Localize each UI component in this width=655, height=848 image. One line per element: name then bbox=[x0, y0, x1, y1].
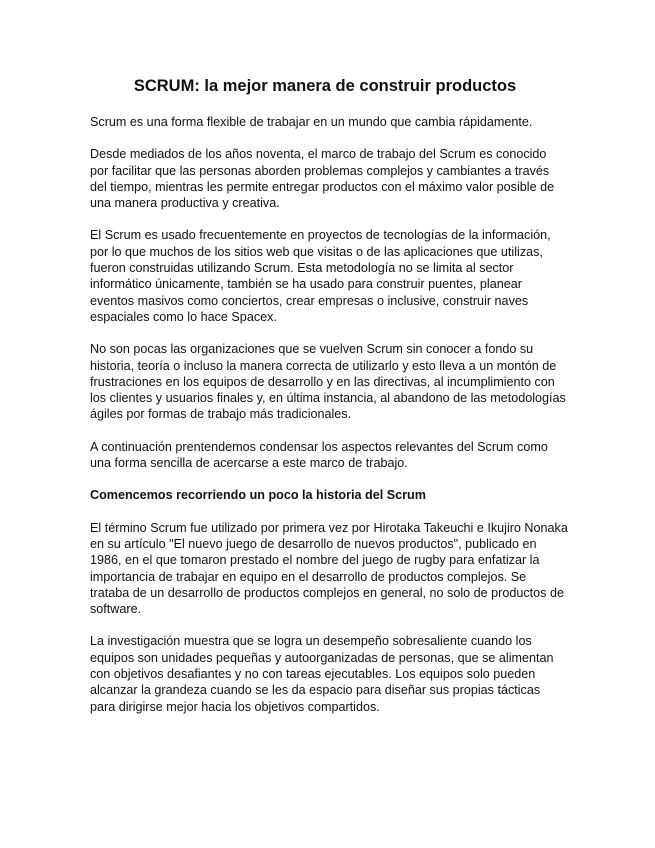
paragraph-problems: No son pocas las organizaciones que se vuelven Scrum sin conocer a fondo su historia, teoría o incluso la manera correcta de utilizarlo y esto lleva a un montón de frustraciones en los equipos de desarrollo y en las directivas, al incumplimiento con los clientes y usuarios finales y, en última instancia, al abandono de las metodologías ágiles por formas de trabajo más tradicionales. bbox=[90, 342, 566, 422]
paragraph-history: El término Scrum fue utilizado por primera vez por Hirotaka Takeuchi e Ikujiro Nonaka en su artículo "El nuevo juego de desarrollo de nuevos productos", publicado en 1986, en el que tomaron prestado el nombre del juego de rugby para enfatizar la importancia de trabajar en equipo en el desarrollo de productos complejos. Se trataba de un desarrollo de productos complejos en general, no solo de productos de software. bbox=[90, 520, 568, 617]
paragraph-purpose: A continuación prentendemos condensar los aspectos relevantes del Scrum como una forma sencilla de acercarse a este marco de trabajo. bbox=[90, 439, 548, 471]
paragraph-research: La investigación muestra que se logra un desempeño sobresaliente cuando los equipos son unidades pequeñas y autoorganizadas de personas, que se alimentan con objetivos desafiantes y no con tareas ejecutables. Los equipos solo pueden alcanzar la grandeza cuando se les da espacio para diseñar sus propias tácticas para dirigirse mejor hacia los objetivos compartidos. bbox=[90, 634, 554, 714]
paragraph-origins: Desde mediados de los años noventa, el marco de trabajo del Scrum es conocido por facilitar que las personas aborden problemas complejos y cambiantes a través del tiempo, mientras les permite entregar productos con el máximo valor posible de una manera productiva y creativa. bbox=[90, 147, 555, 211]
section-heading: Comencemos recorriendo un poco la historia del Scrum bbox=[90, 488, 426, 503]
paragraph-usage: El Scrum es usado frecuentemente en proyectos de tecnologías de la información, por lo que muchos de los sitios web que visitas o de las aplicaciones que utilizas, fueron construidas utilizando Scrum. Esta metodología no se limita al sector informático únicamente, también se ha usado para construir puentes, planear eventos masivos como conciertos, crear empresas o inclusive, construir naves espaciales como lo hace Spacex. bbox=[90, 228, 551, 324]
document-title: SCRUM: la mejor manera de construir productos bbox=[133, 77, 517, 95]
paragraph-intro: Scrum es una forma flexible de trabajar en un mundo que cambia rápidamente. bbox=[90, 115, 533, 129]
